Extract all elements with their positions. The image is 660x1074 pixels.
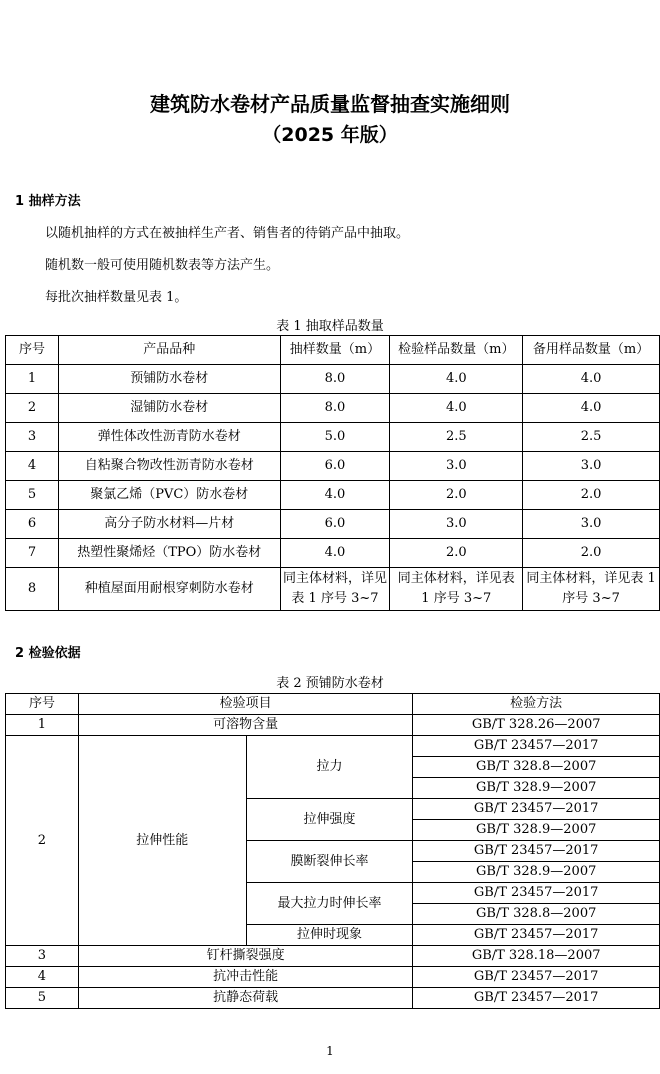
table-cell: 4.0 [280,539,390,568]
table-row [6,946,660,967]
table-cell: 8.0 [280,365,390,394]
table-cell: 最大拉力时伸长率 [246,883,413,925]
table-2-caption: 表 2 预铺防水卷材 [276,676,384,691]
table-cell: GB/T 23457—2017 [413,841,660,862]
table-cell: GB/T 328.18—2007 [413,946,660,967]
table-cell: GB/T 23457—2017 [413,883,660,904]
column-header: 检验方法 [413,694,660,715]
table-cell: GB/T 23457—2017 [413,799,660,820]
section-1-heading: 1 抽样方法 [15,194,81,209]
table-cell: 3 [6,423,59,452]
table-cell: 2 [6,736,79,946]
table-cell: 7 [6,539,59,568]
table-row [6,967,660,988]
column-header: 检验样品数量（m） [390,336,523,365]
table-cell: 湿铺防水卷材 [58,394,280,423]
table-cell: 拉伸性能 [78,736,246,946]
table-cell: 膜断裂伸长率 [246,841,413,883]
table-cell: 3.0 [523,510,660,539]
table-cell: 同主体材料，详见表 1 序号 3~7 [390,568,523,611]
table-cell: GB/T 23457—2017 [413,988,660,1009]
table-header-row [6,336,660,365]
table-cell: 2.5 [390,423,523,452]
table-row [6,452,660,481]
table-cell: 6.0 [280,452,390,481]
table-header-row [6,694,660,715]
table-cell: 2.0 [523,539,660,568]
table-cell: GB/T 23457—2017 [413,967,660,988]
table-cell: 1 [6,715,79,736]
table-cell: GB/T 23457—2017 [413,925,660,946]
table-cell: GB/T 328.9—2007 [413,862,660,883]
table-cell: 预铺防水卷材 [58,365,280,394]
document-subtitle: （2025 年版） [262,124,398,146]
table-cell: 2 [6,394,59,423]
table-cell: 可溶物含量 [78,715,412,736]
table-cell: 3.0 [390,452,523,481]
table-cell: 拉伸时现象 [246,925,413,946]
table-cell: 4.0 [280,481,390,510]
table-cell: 抗静态荷载 [78,988,412,1009]
table-cell: 4 [6,967,79,988]
table-cell: 6.0 [280,510,390,539]
table-cell: 2.0 [523,481,660,510]
column-header: 抽样数量（m） [280,336,390,365]
table-cell: 4.0 [390,394,523,423]
table-cell: GB/T 23457—2017 [413,736,660,757]
sampling-quantity-table [5,335,660,611]
table-cell: 2.5 [523,423,660,452]
column-header: 序号 [6,336,59,365]
table-row [6,539,660,568]
column-header: 检验项目 [78,694,412,715]
table-cell: GB/T 328.8—2007 [413,757,660,778]
table-cell: 5.0 [280,423,390,452]
paragraph: 每批次抽样数量见表 1。 [45,290,188,305]
table-cell: 同主体材料，详见表 1 序号 3~7 [280,568,390,611]
paragraph: 以随机抽样的方式在被抽样生产者、销售者的待销产品中抽取。 [45,226,410,241]
table-cell: GB/T 328.9—2007 [413,778,660,799]
table-row [6,423,660,452]
table-row [6,988,660,1009]
table-cell: 抗冲击性能 [78,967,412,988]
table-row [6,481,660,510]
table-cell: 热塑性聚烯烃（TPO）防水卷材 [58,539,280,568]
table-cell: 拉伸强度 [246,799,413,841]
table-cell: 4.0 [523,365,660,394]
table-cell: 4 [6,452,59,481]
column-header: 备用样品数量（m） [523,336,660,365]
table-cell: 2.0 [390,539,523,568]
table-cell: 3.0 [523,452,660,481]
table-cell: 4.0 [390,365,523,394]
table-cell: 3 [6,946,79,967]
table-cell: 1 [6,365,59,394]
table-1-caption: 表 1 抽取样品数量 [276,319,384,334]
table-row [6,715,660,736]
table-cell: 自粘聚合物改性沥青防水卷材 [58,452,280,481]
table-cell: GB/T 328.9—2007 [413,820,660,841]
table-cell: 种植屋面用耐根穿刺防水卷材 [58,568,280,611]
table-row [6,568,660,611]
page-number: 1 [326,1044,334,1058]
table-cell: 钉杆撕裂强度 [78,946,412,967]
table-cell: 5 [6,988,79,1009]
table-cell: 聚氯乙烯（PVC）防水卷材 [58,481,280,510]
table-row [6,394,660,423]
table-cell: 5 [6,481,59,510]
table-cell: 弹性体改性沥青防水卷材 [58,423,280,452]
table-cell: GB/T 328.8—2007 [413,904,660,925]
table-cell: 3.0 [390,510,523,539]
table-row [6,510,660,539]
table-cell: 2.0 [390,481,523,510]
table-cell: 拉力 [246,736,413,799]
table-cell: GB/T 328.26—2007 [413,715,660,736]
table-cell: 同主体材料，详见表 1 序号 3~7 [523,568,660,611]
table-cell: 4.0 [523,394,660,423]
column-header: 产品品种 [58,336,280,365]
inspection-basis-table [5,693,660,1009]
table-cell: 8.0 [280,394,390,423]
column-header: 序号 [6,694,79,715]
document-title: 建筑防水卷材产品质量监督抽查实施细则 [150,92,510,116]
section-2-heading: 2 检验依据 [15,646,81,661]
table-cell: 6 [6,510,59,539]
table-row [6,736,660,757]
table-cell: 高分子防水材料—片材 [58,510,280,539]
table-row [6,365,660,394]
paragraph: 随机数一般可使用随机数表等方法产生。 [45,258,280,273]
table-cell: 8 [6,568,59,611]
